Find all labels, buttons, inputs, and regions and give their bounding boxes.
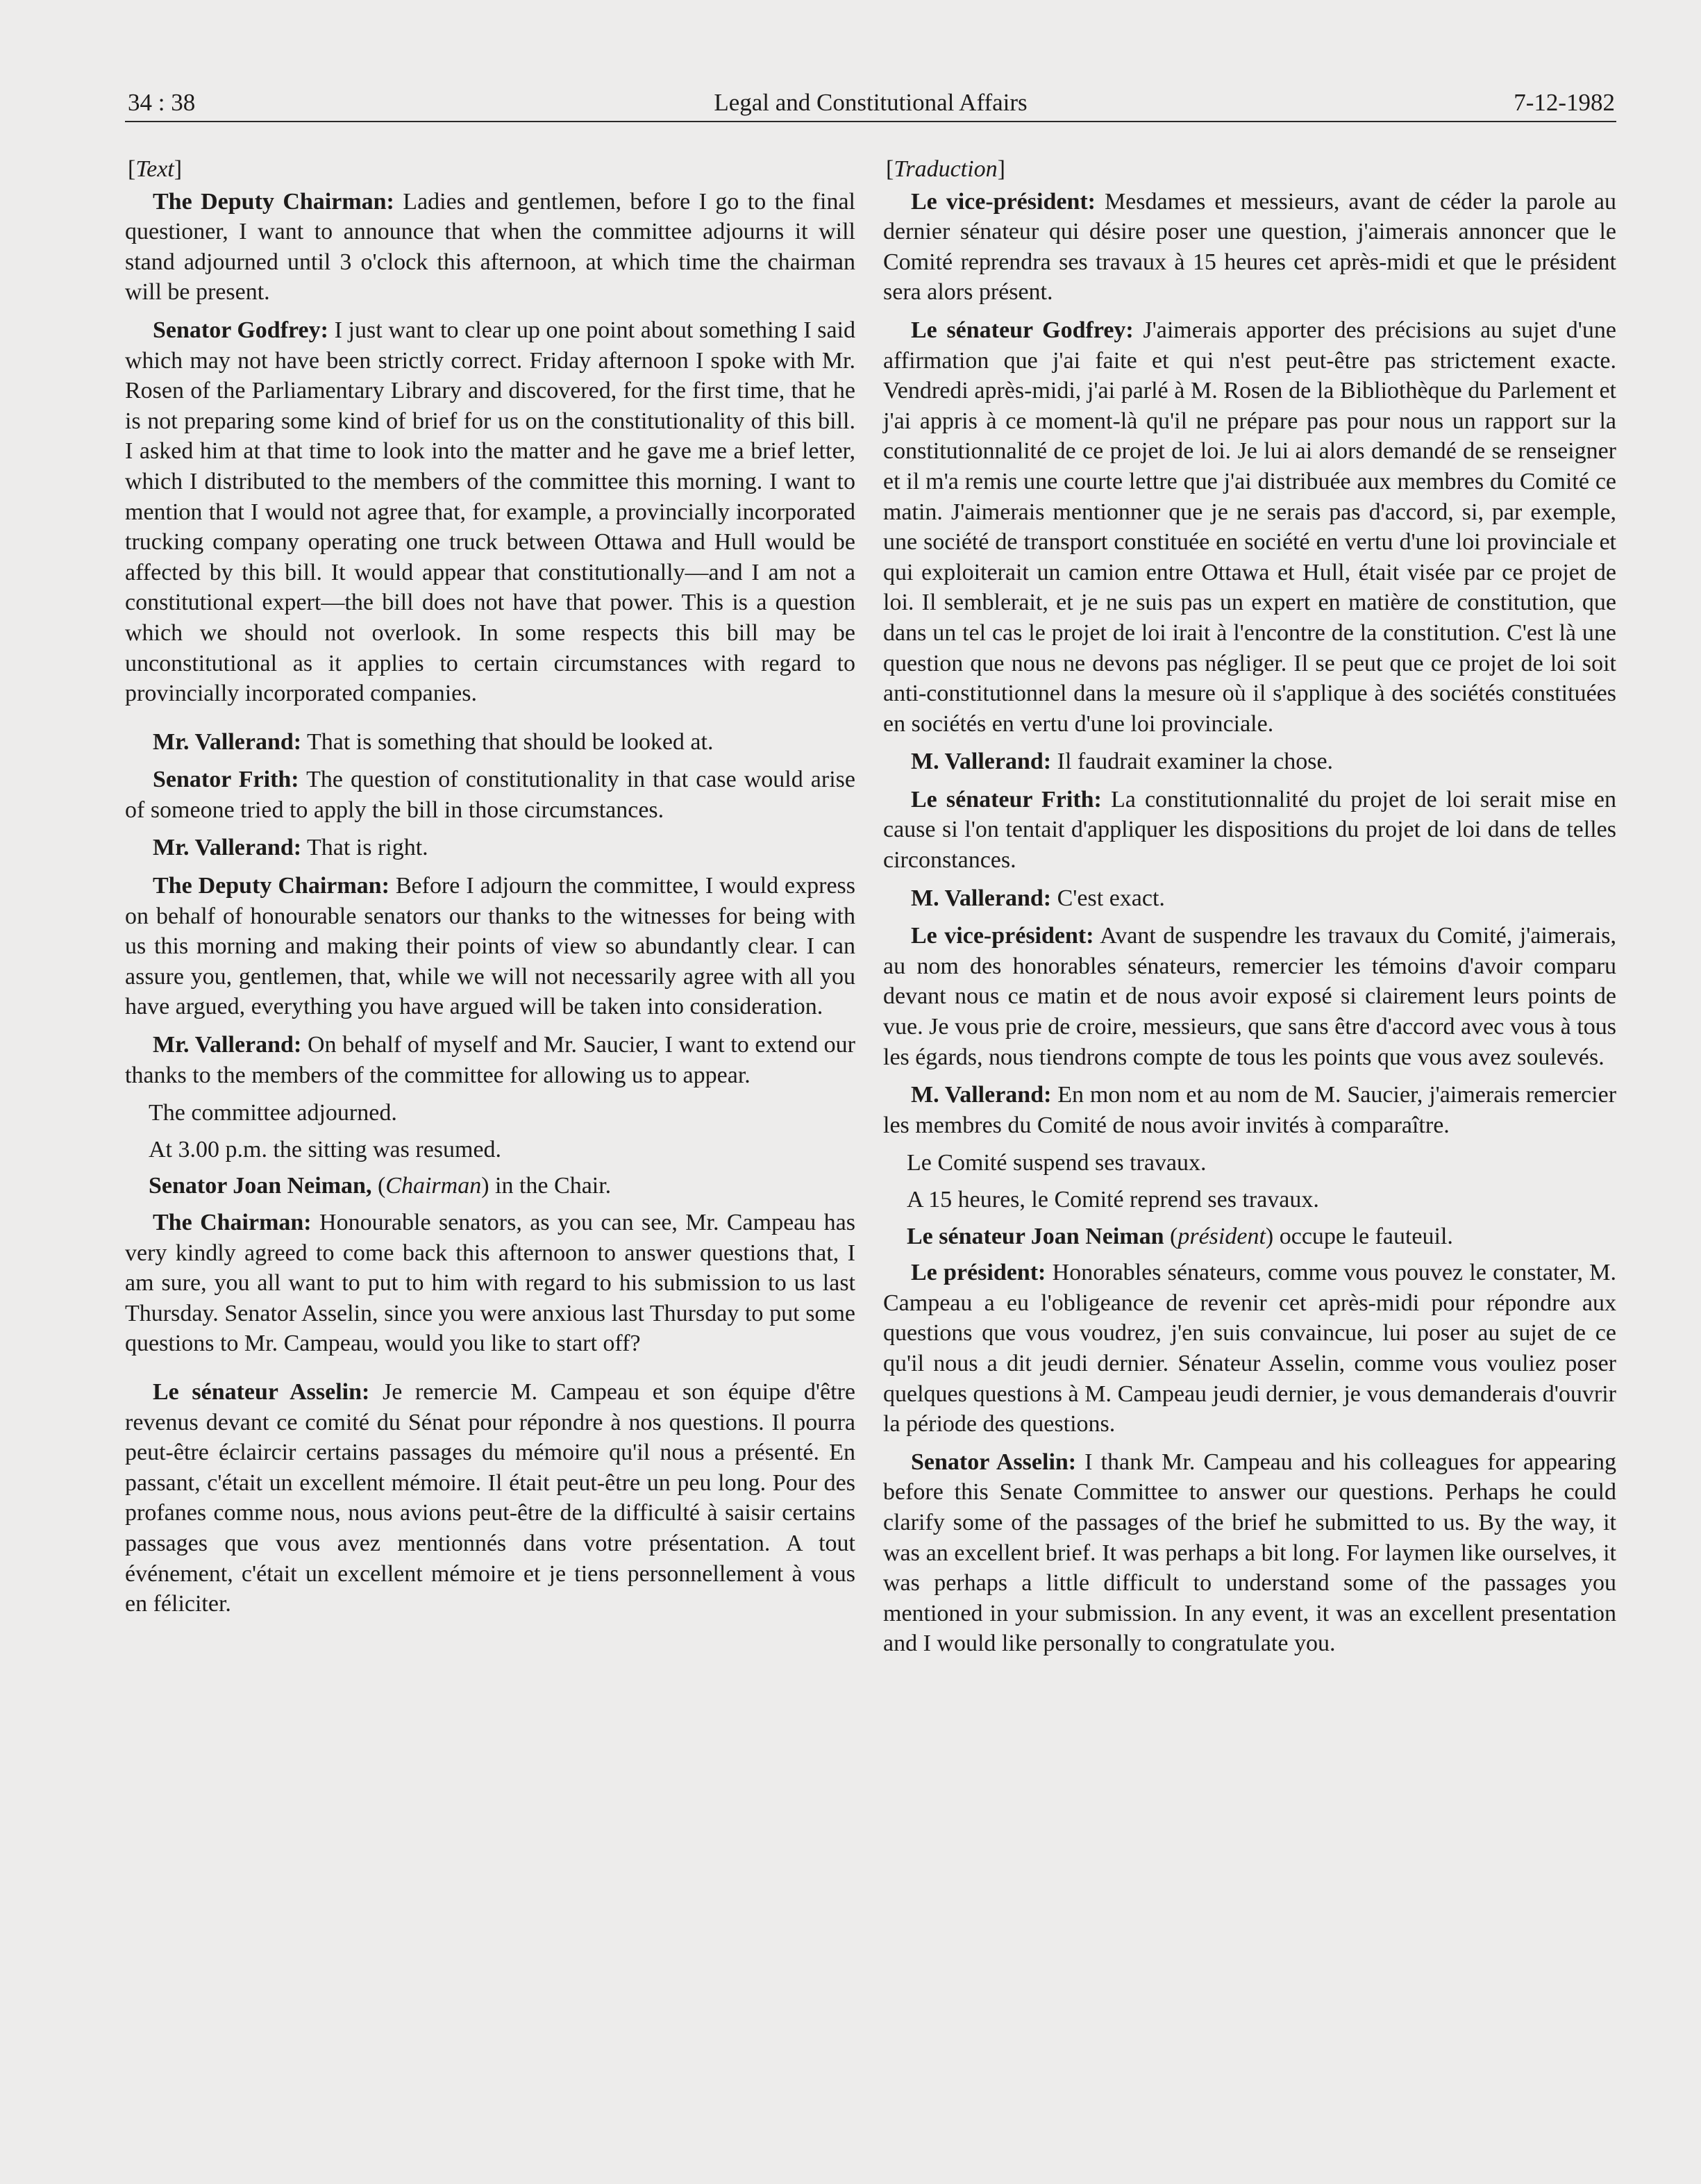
procedural-note: The committee adjourned. bbox=[149, 1100, 397, 1126]
page-header bbox=[125, 78, 1616, 122]
speaker-name: Le vice-président: bbox=[911, 188, 1096, 215]
paragraph: Senator Asselin: I thank Mr. Campeau and his colleagues for appearing before this Senate Committee to answer our questions. Perhaps he could clarify some of the passages of the brief he submitted to us. By the way, it was an excellent brief. It was perhaps a bit long. For laymen like ourselves, it was perhaps a little difficult to understand some of the passages you mentioned in your submission. In any event, it was an excellent presentation and I would like personally to congratulate you. bbox=[883, 1449, 1616, 1657]
speaker-name: Mr. Vallerand: bbox=[153, 1032, 302, 1058]
paragraph: Mr. Vallerand: On behalf of myself and Mr. Saucier, I want to extend our thanks to the members of the committee for allowing us to appear. bbox=[125, 1032, 856, 1088]
speaker-name: The Deputy Chairman: bbox=[153, 873, 389, 899]
speaker-name: Le vice-président: bbox=[911, 923, 1094, 949]
procedural-note: At 3.00 p.m. the sitting was resumed. bbox=[149, 1136, 502, 1162]
procedural-note: Le Comité suspend ses travaux. bbox=[907, 1150, 1207, 1176]
speaker-name: Le sénateur Godfrey: bbox=[911, 317, 1134, 343]
speaker-name: The Chairman: bbox=[153, 1210, 312, 1235]
speaker-name: M. Vallerand: bbox=[911, 749, 1052, 775]
paragraph: Mr. Vallerand: That is right. bbox=[153, 835, 428, 861]
paragraph: M. Vallerand: Il faudrait examiner la chose. bbox=[911, 749, 1334, 775]
language-tag: [Traduction] bbox=[886, 156, 1005, 182]
speaker-name: Senator Asselin: bbox=[911, 1449, 1077, 1475]
paragraph: The Deputy Chairman: Ladies and gentlemen, before I go to the final questioner, I want to announce that when the committee adjourns it will stand adjourned until 3 o'clock this afternoon, at which time the chairman will be present. bbox=[125, 188, 855, 306]
left-column bbox=[125, 154, 855, 1627]
paragraph: Le sénateur Godfrey: J'aimerais apporter des précisions au sujet d'une affirmation que j'ai faite et qui n'est peut-être pas strictement exacte. Vendredi après-midi, j'ai parlé à M. Rosen de la Bibliothèque du Parlement et j'ai appris à ce moment-là qu'il ne prépare pas pour nous un rapport sur la constitutionnalité de ce projet de loi. Je lui ai alors demandé de se renseigner et il m'a remis une courte lettre que j'ai distribuée aux membres du Comité ce matin. J'aimerais mentionner que je ne serais pas d'accord, si, par exemple, une société de transport constituée en société en vertu d'une loi provinciale et qui exploiterait un camion entre Ottawa et Hull, était visée par ce projet de loi. Il semblerait, et je ne suis pas un expert en matière de constitution, que dans un tel cas le projet de loi irait à l'encontre de la constitution. C'est là une question que nous ne devons pas négliger. Il se peut que ce projet de loi soit anti-constitutionnel dans la mesure où il s'applique à des sociétés constituées en sociétés en vertu d'une loi provinciale. bbox=[883, 317, 1616, 737]
speaker-name: M. Vallerand: bbox=[911, 885, 1052, 911]
page-date: 7-12-1982 bbox=[1514, 89, 1615, 116]
language-tag: [Text] bbox=[128, 156, 183, 182]
speaker-name: The Deputy Chairman: bbox=[153, 188, 394, 215]
paragraph: The Chairman: Honourable senators, as you can see, Mr. Campeau has very kindly agreed to come back this afternoon to answer questions that, I am sure, you all want to put to him with regard to his submission to us last Thursday. Senator Asselin, since you were anxious last Thursday to put some questions to Mr. Campeau, would you like to start off? bbox=[125, 1210, 855, 1357]
chair-note: Senator Joan Neiman, (Chairman) in the Chair. bbox=[149, 1173, 612, 1199]
speaker-name: Senator Frith: bbox=[153, 767, 299, 793]
speaker-name: Mr. Vallerand: bbox=[153, 728, 302, 755]
page-number: 34 : 38 bbox=[128, 89, 196, 116]
procedural-note: A 15 heures, le Comité reprend ses travaux. bbox=[907, 1187, 1319, 1212]
paragraph: The Deputy Chairman: Before I adjourn the committee, I would express on behalf of honourable senators our thanks to the witnesses for being with us this morning and making their points of view so abundantly clear. I can assure you, gentlemen, that, while we will not necessarily agree with all you have argued, everything you have argued will be taken into consideration. bbox=[125, 873, 855, 1020]
paragraph: Le sénateur Frith: La constitutionnalité du projet de loi serait mise en cause si l'on tentait d'appliquer les dispositions du projet de loi dans de telles circonstances. bbox=[883, 786, 1616, 874]
speaker-name: Senator Joan Neiman, bbox=[149, 1173, 372, 1199]
paragraph: Le président: Honorables sénateurs, comme vous pouvez le constater, M. Campeau a eu l'obligeance de revenir cet après-midi pour répondre aux questions que vous voudrez, j'en suis convaincue, lui poser au sujet de ce qu'il nous a dit jeudi dernier. Sénateur Asselin, comme vous vouliez poser quelques questions à M. Campeau jeudi dernier, je vous demanderais d'ouvrir la période des questions. bbox=[883, 1260, 1616, 1437]
speaker-name: Le sénateur Asselin: bbox=[153, 1378, 370, 1405]
paragraph: Le sénateur Asselin: Je remercie M. Campeau et son équipe d'être revenus devant ce comité du Sénat pour répondre à nos questions. Il pourra peut-être éclaircir certains passages du mémoire qu'il nous a présenté. En passant, c'était un excellent mémoire. Il était peut-être un peu long. Pour des profanes comme nous, nous avions peut-être de la difficulté à saisir certains passages que vous avez mentionnés dans votre présentation. A tout événement, c'était un excellent mémoire et je tiens personnellement à vous en féliciter. bbox=[125, 1378, 855, 1617]
speaker-name: Le président: bbox=[911, 1260, 1046, 1286]
speaker-name: Le sénateur Joan Neiman bbox=[907, 1223, 1164, 1249]
speaker-name: M. Vallerand: bbox=[911, 1082, 1052, 1108]
speaker-name: Le sénateur Frith: bbox=[911, 786, 1102, 812]
paragraph: Senator Godfrey: I just want to clear up one point about something I said which may not have been strictly correct. Friday afternoon I spoke with Mr. Rosen of the Parliamentary Library and discovered, for the first time, that he is not preparing some kind of brief for us on the constitutionality of this bill. I asked him at that time to look into the matter and he gave me a brief letter, which I distributed to the members of the committee this morning. I want to mention that I would not agree that, for example, a provincially incorporated trucking company operating one truck between Ottawa and Hull would be affected by this bill. It would appear that constitutionally—and I am not a constitutional expert—the bill does not have that power. This is a question which we should not overlook. In some respects this bill may be unconstitutional as it applies to certain circumstances with regard to provincially incorporated companies. bbox=[125, 317, 856, 707]
chair-note: Le sénateur Joan Neiman (président) occupe le fauteuil. bbox=[907, 1223, 1453, 1249]
paragraph: Le vice-président: Avant de suspendre les travaux du Comité, j'aimerais, au nom des honorables sénateurs, remercier les témoins d'avoir comparu devant nous ce matin et de nous avoir exposé si clairement leurs points de vue. Je vous prie de croire, messieurs, que sans être d'accord avec vous à tous les égards, nous tiendrons compte de tous les points que vous avez soulevés. bbox=[883, 923, 1616, 1070]
right-column bbox=[883, 154, 1616, 1667]
paragraph: M. Vallerand: En mon nom et au nom de M. Saucier, j'aimerais remercier les membres du Comité de nous avoir invités à comparaître. bbox=[883, 1082, 1617, 1138]
speaker-name: Senator Godfrey: bbox=[153, 317, 328, 343]
paragraph: Le vice-président: Mesdames et messieurs, avant de céder la parole au dernier sénateur qui désire poser une question, j'aimerais annoncer que le Comité reprendra ses travaux à 15 heures cet après-midi et que le président sera alors présent. bbox=[883, 188, 1616, 306]
paragraph: Senator Frith: The question of constitutionality in that case would arise of someone tried to apply the bill in those circumstances. bbox=[125, 767, 855, 823]
speaker-name: Mr. Vallerand: bbox=[153, 835, 302, 861]
page-title: Legal and Constitutional Affairs bbox=[714, 89, 1028, 116]
paragraph: Mr. Vallerand: That is something that should be looked at. bbox=[153, 728, 714, 755]
paragraph: M. Vallerand: C'est exact. bbox=[911, 885, 1165, 911]
